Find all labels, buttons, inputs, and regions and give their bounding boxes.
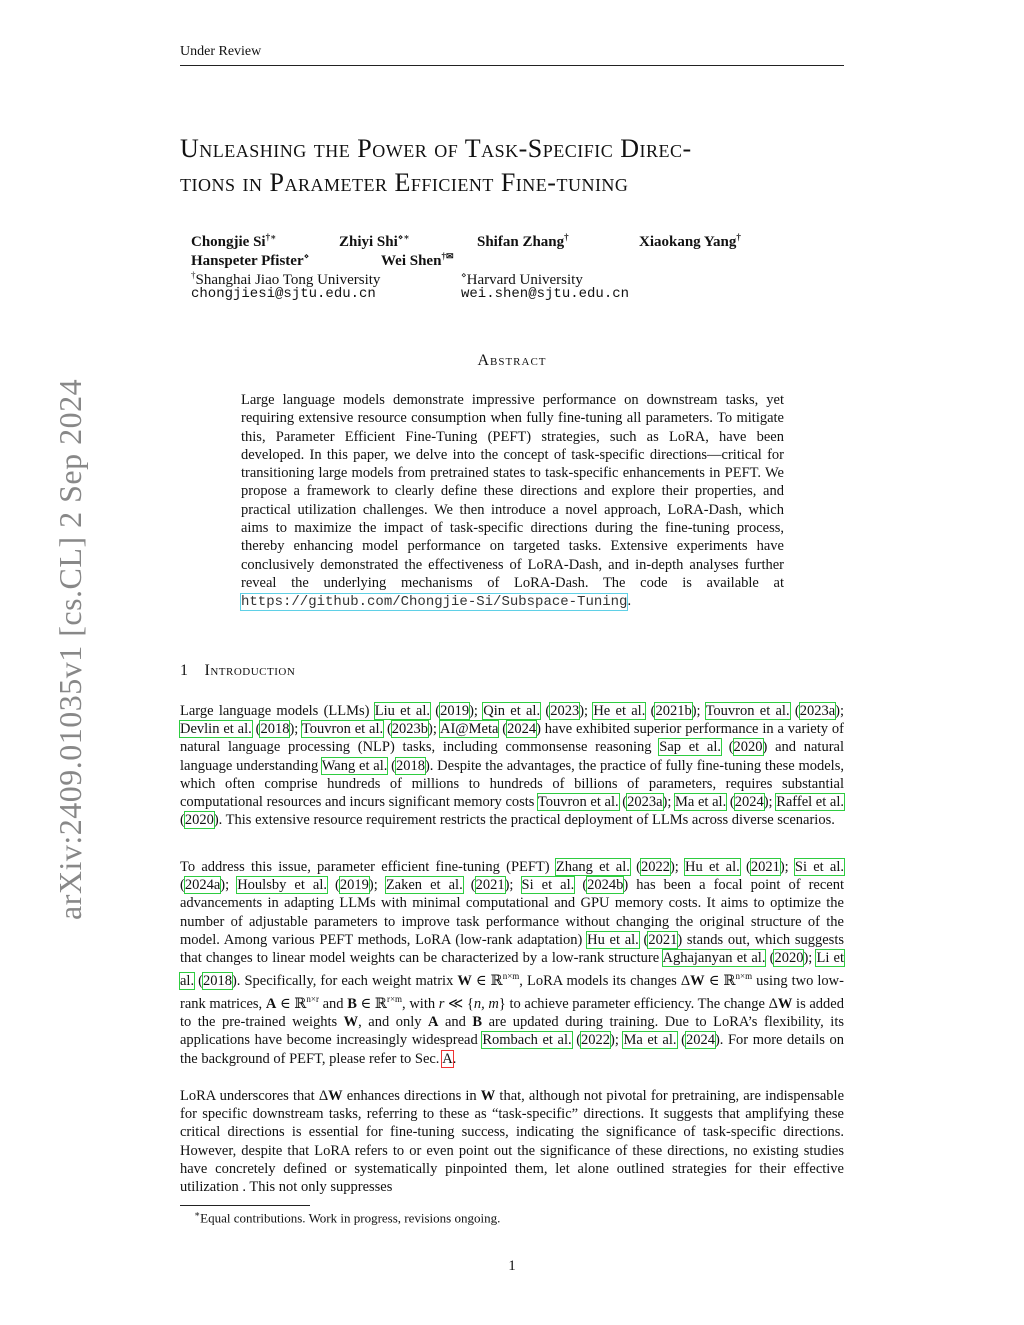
- citation-year[interactable]: 2018: [395, 757, 425, 774]
- citation[interactable]: He et al.: [593, 703, 646, 719]
- email-2: wei.shen@sjtu.edu.cn: [461, 286, 630, 302]
- intro-paragraph-3: LoRA underscores that ΔW enhances directions in W that, although not pivotal for pretraining, are indispensable for specific downstream tasks, referring to these as “task-specific” directions. It suggests that amplifying these critical directions is essential for fine-tuning success, indicating the significance of task-specific directions. However, despite that LoRA refers to or even point out the significance of these directions, no existing studies have concretely defined or systematically pinpointed them, let alone outlined strategies for their effective utilization . This not only suppresses: [180, 1088, 845, 1196]
- footnote: ∗Equal contributions. Work in progress, revisions ongoing.: [194, 1209, 501, 1226]
- author-6: Wei Shen†✉: [381, 251, 454, 269]
- citation[interactable]: Wang et al.: [321, 757, 388, 774]
- citation-year[interactable]: 2024: [507, 721, 537, 738]
- citation-year[interactable]: 2024: [685, 1032, 715, 1049]
- title-line-2: tions in Parameter Efficient Fine-tuning: [180, 168, 629, 197]
- author-4: Xiaokang Yang†: [639, 232, 741, 250]
- citation[interactable]: Hu et al.: [685, 859, 740, 875]
- citation[interactable]: Touvron et al.: [537, 794, 619, 811]
- citation[interactable]: Ma et al.: [623, 1032, 677, 1049]
- citation-year[interactable]: 2020: [774, 950, 804, 967]
- abstract-heading: Abstract: [477, 352, 547, 369]
- author-2: Zhiyi Shi⋄∗: [339, 232, 410, 250]
- header-rule: [180, 65, 844, 66]
- title-line-1: Unleashing the Power of Task-Specific Direc-: [180, 134, 692, 163]
- affiliation-1: †Shanghai Jiao Tong University: [191, 270, 381, 288]
- citation-year[interactable]: 2019: [339, 877, 369, 894]
- running-header: Under Review: [180, 44, 262, 59]
- citation-year[interactable]: 2019: [440, 703, 470, 719]
- citation[interactable]: Liu et al.: [374, 703, 430, 719]
- citation-year[interactable]: 2024b: [587, 877, 624, 894]
- author-5: Hanspeter Pfister⋄: [191, 251, 310, 269]
- citation[interactable]: Si et al.: [521, 877, 575, 894]
- citation[interactable]: Touvron et al.: [301, 721, 384, 738]
- citation-year[interactable]: 2023a: [799, 703, 836, 719]
- citation[interactable]: Sap et al.: [659, 739, 721, 756]
- citation-year[interactable]: 2022: [640, 859, 670, 875]
- citation[interactable]: Rombach et al.: [482, 1032, 572, 1049]
- citation-year[interactable]: 2018: [260, 721, 290, 738]
- section-heading: 1 Introduction: [180, 662, 296, 679]
- citation[interactable]: Si et al.: [794, 859, 844, 875]
- citation-year[interactable]: 2021: [648, 931, 678, 948]
- citation[interactable]: Devlin et al.: [180, 721, 252, 738]
- affiliation-2: ⋄Harvard University: [461, 270, 583, 288]
- citation[interactable]: AI@Meta: [439, 721, 499, 738]
- intro-paragraph-2: To address this issue, parameter efficient fine-tuning (PEFT) Zhang et al. (2022); Hu et al. (2021); Si et al. (2024a); Houlsby et al. (2019); Zaken et al. (2021); Si et al. (2024b) has been a focal point of recent advancements in adapting LLMs with minimal computational and GPU memory costs. It aims to optimize the number of adjustable parameters to improve task performance without changing the original structure of the model. Among various PEFT methods, LoRA (low-rank adaptation) Hu et al. (2021) stands out, which suggests that changes to linear model weights can be characterized by a low-rank structure Aghajanyan et al. (2020); Li et al. (2018). Specifically, for each weight matrix W ∈ ℝ$^{n\times m}$, LoRA models its changes ΔW ∈ ℝ$^{n\times m}$ using two low-rank matrices, A ∈ ℝ$^{n\times r}$ and B ∈ ℝ$^{r\times m}$, with r ≪ {n, m} to achieve parameter efficiency. The change ΔW is added to the pre-trained weights W, and only A and B are updated during training. Due to LoRA’s flexibility, its applications have become increasingly widespread Rombach et al. (2022); Ma et al. (2024). For more details on the background of PEFT, please refer to Sec. A.: [180, 859, 845, 1067]
- citation-year[interactable]: 2021: [475, 877, 505, 894]
- paper-title: [180, 132, 844, 200]
- citation-year[interactable]: 2018: [202, 973, 232, 990]
- citation[interactable]: Ma et al.: [675, 794, 727, 811]
- footnote-rule: [180, 1205, 310, 1206]
- citation-year[interactable]: 2024: [734, 794, 764, 811]
- arxiv-stamp: arXiv:2409.01035v1 [cs.CL] 2 Sep 2024: [52, 378, 88, 920]
- author-1: Chongjie Si†∗: [191, 232, 277, 250]
- citation[interactable]: Zaken et al.: [385, 877, 463, 894]
- citation-year[interactable]: 2023: [550, 703, 580, 719]
- citation-year[interactable]: 2020: [184, 812, 214, 829]
- citation[interactable]: Qin et al.: [483, 703, 541, 719]
- citation-year[interactable]: 2021b: [655, 703, 692, 719]
- citation[interactable]: Raffel et al.: [776, 794, 844, 811]
- citation-year[interactable]: 2023b: [391, 721, 429, 738]
- page-number: 1: [508, 1258, 516, 1274]
- citation[interactable]: Zhang et al.: [555, 859, 630, 875]
- citation-year[interactable]: 2023a: [627, 794, 663, 811]
- intro-paragraph-1: Large language models (LLMs) Liu et al. (2019); Qin et al. (2023); He et al. (2021b); Touvron et al. (2023a); Devlin et al. (2018); Touvron et al. (2023b); AI@Meta (2024) have exhibited superior performance in a variety of natural language processing (NLP) tasks, including commonsense reasoning Sap et al. (2020) and natural language understanding Wang et al. (2018). Despite the advantages, the practice of fully fine-tuning these models, which often comprise hundreds of millions to hundreds of billions of parameters, requires substantial computational resources and incurs significant memory costs Touvron et al. (2023a); Ma et al. (2024); Raffel et al. (2020). This extensive resource requirement restricts the practical deployment of LLMs across diverse scenarios.: [180, 703, 844, 829]
- abstract-text: Large language models demonstrate impressive performance on downstream tasks, yet requiring extensive resource consumption when fully fine-tuning all parameters. To mitigate this, Parameter Efficient Fine-Tuning (PEFT) strategies, such as LoRA, have been developed. In this paper, we delve into the concept of task-specific directions—critical for transitioning large models from pretrained states to task-specific enhancements in PEFT. We propose a framework to clearly define these directions and explore their properties, and practical utilization challenges. We then introduce a novel approach, LoRA-Dash, which aims to maximize the impact of task-specific directions during the fine-tuning process, thereby enhancing model performance on targeted tasks. Extensive experiments have conclusively demonstrated the effectiveness of LoRA-Dash, and in-depth analyses further reveal the underlying mechanisms of LoRA-Dash. The code is available at https://github.com/Chongjie-Si/Subspace-Tuning.: [241, 392, 784, 611]
- author-block: [191, 228, 831, 304]
- citation-year[interactable]: 2022: [581, 1032, 611, 1049]
- citation[interactable]: Touvron et al.: [705, 703, 790, 719]
- section-reference[interactable]: A: [442, 1050, 453, 1067]
- citation-year[interactable]: 2021: [750, 859, 780, 875]
- citation[interactable]: Li et al.: [180, 950, 844, 990]
- citation-year[interactable]: 2020: [733, 739, 763, 756]
- citation[interactable]: Houlsby et al.: [237, 877, 327, 894]
- citation[interactable]: Hu et al.: [587, 931, 639, 948]
- email-1: chongjiesi@sjtu.edu.cn: [191, 286, 376, 302]
- citation-year[interactable]: 2024a: [184, 877, 221, 894]
- code-link[interactable]: https://github.com/Chongjie-Si/Subspace-Tuning: [241, 594, 628, 611]
- citation[interactable]: Aghajanyan et al.: [662, 950, 766, 967]
- author-3: Shifan Zhang†: [477, 232, 569, 250]
